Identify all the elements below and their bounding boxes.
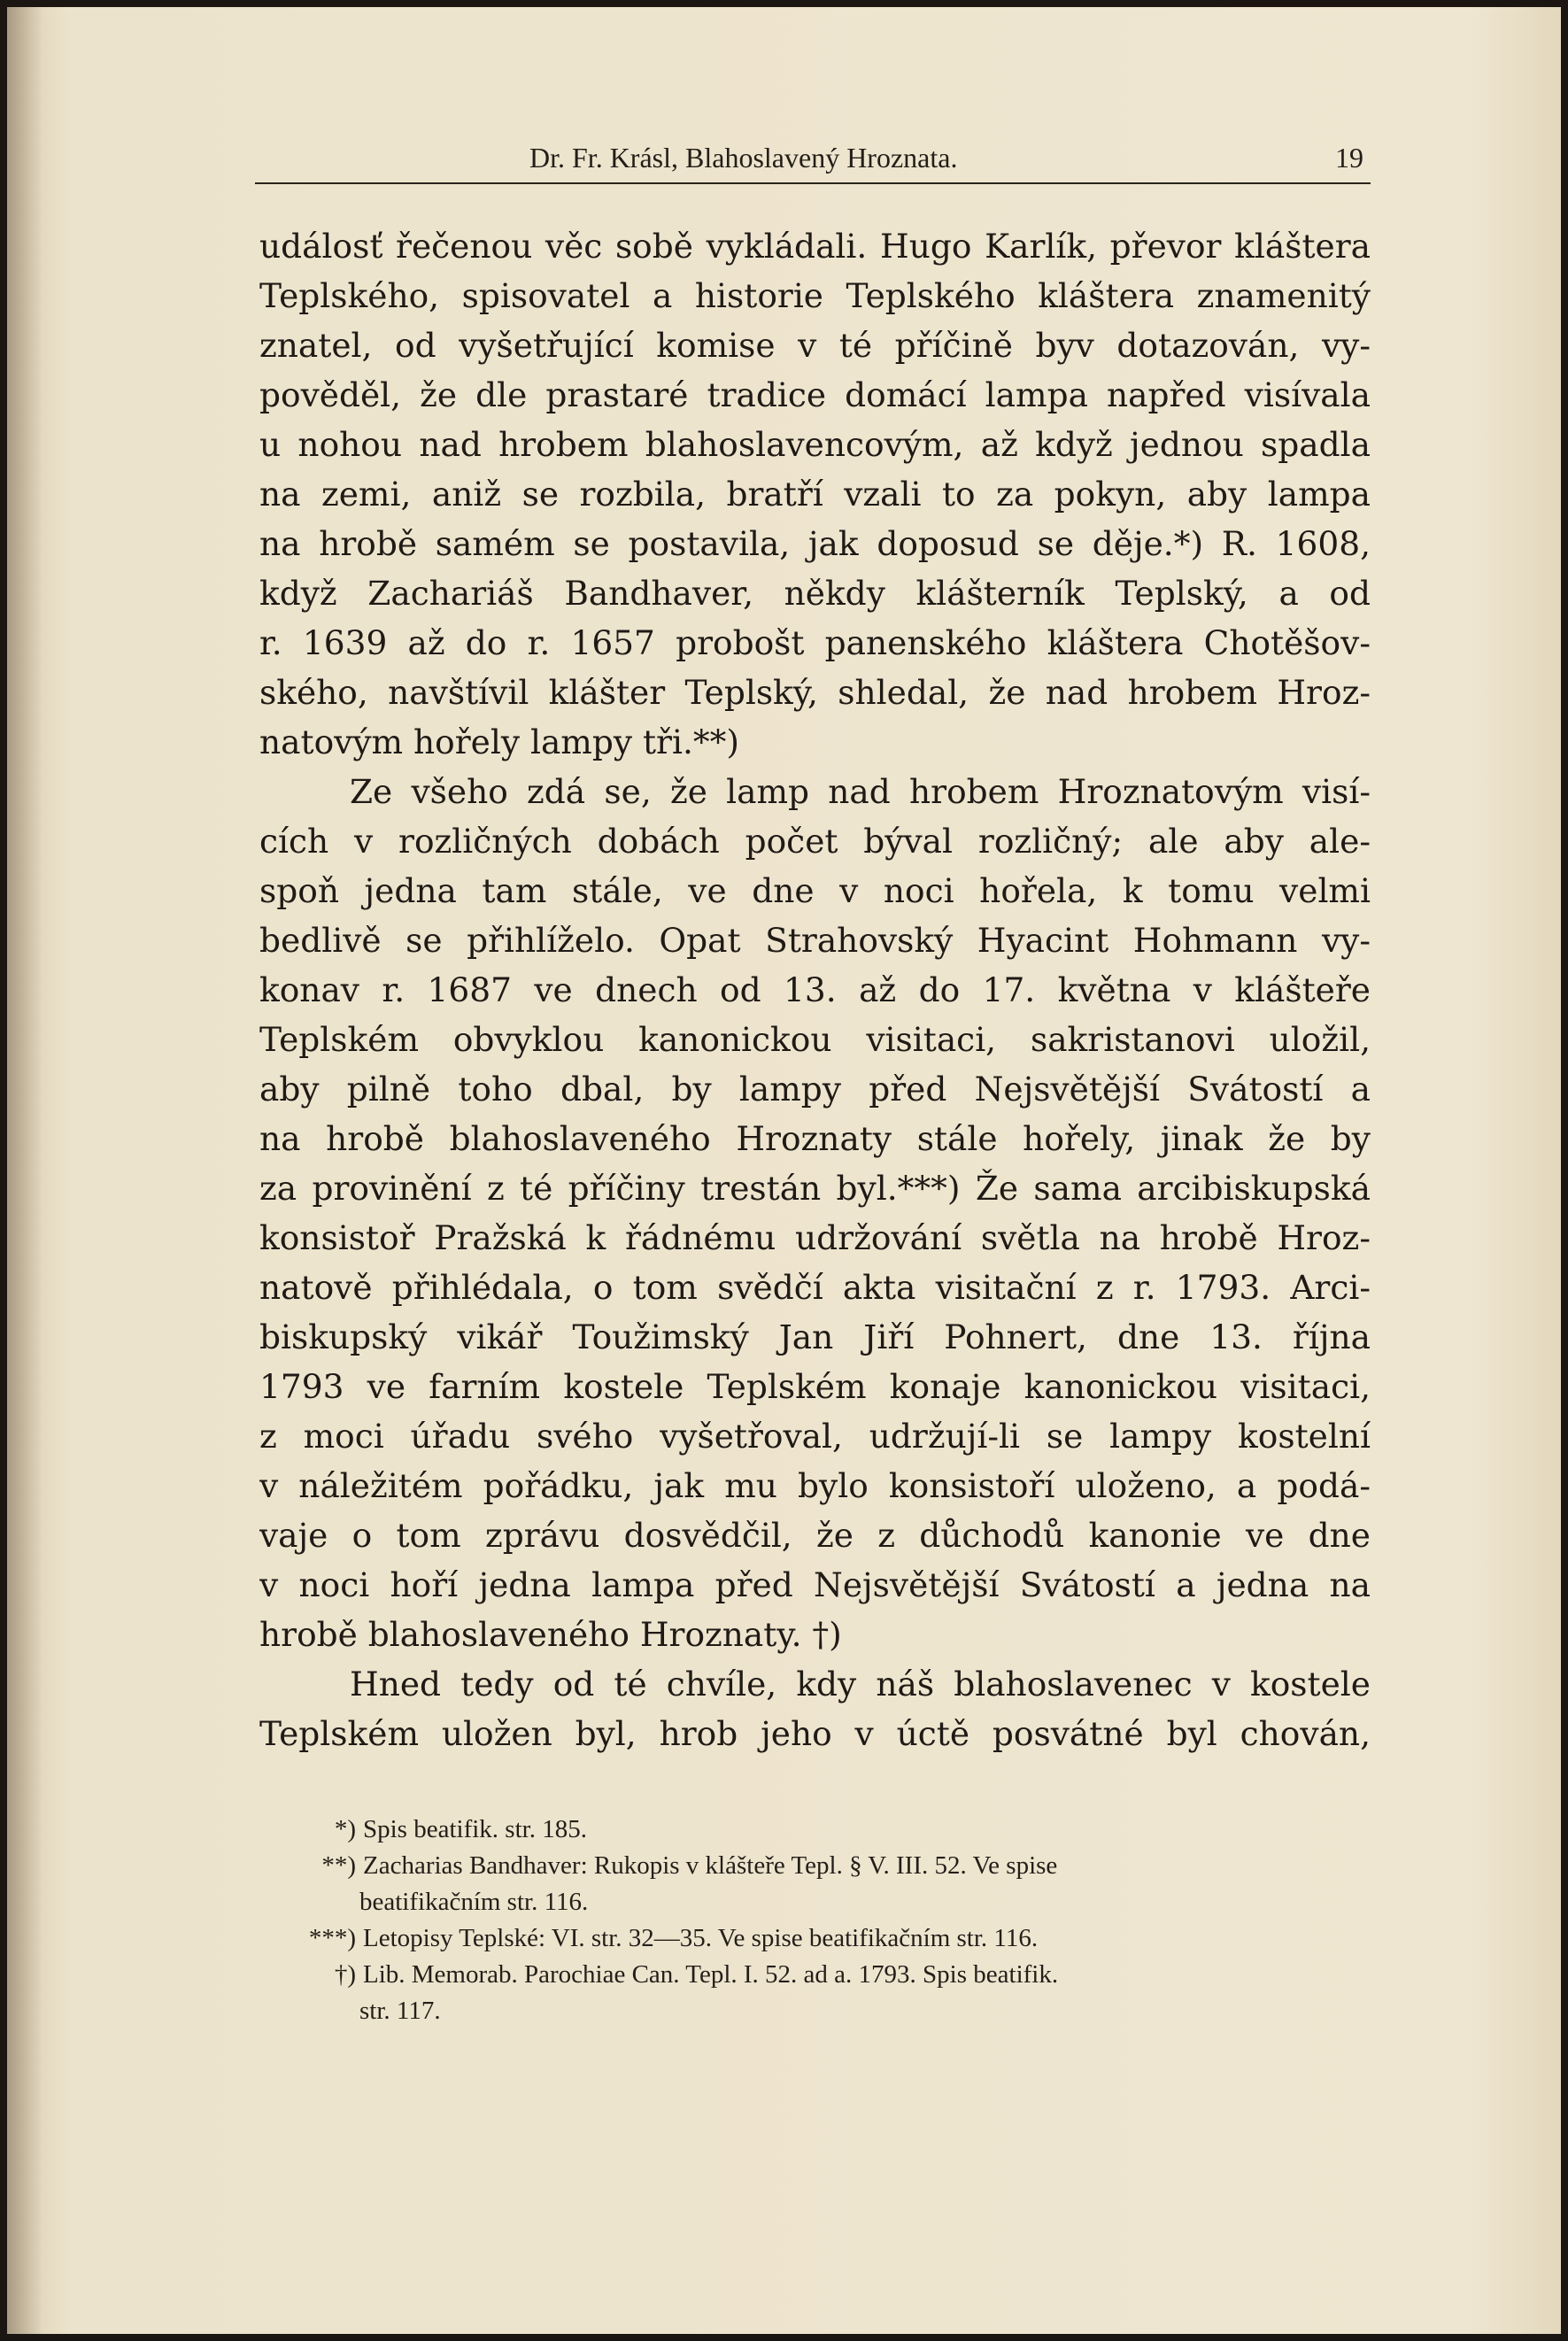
text-line: když Zachariáš Bandhaver, někdy klášterník Teplský, a od xyxy=(259,574,1371,613)
footnote xyxy=(299,1812,1375,1848)
footnote-mark: **) xyxy=(321,1851,356,1880)
main-text xyxy=(259,221,1371,1758)
footnote-mark: ***) xyxy=(308,1924,356,1952)
text-line: biskupský vikář Toužimský Jan Jiří Pohnert, dne 13. října xyxy=(259,1317,1371,1356)
text-line: 1793 ve farním kostele Teplském konaje kanonickou visitaci, xyxy=(259,1367,1371,1406)
footnote-mark: †) xyxy=(334,1960,356,1989)
text-line: událosť řečenou věc sobě vykládali. Hugo Karlík, převor kláštera xyxy=(259,227,1371,266)
text-line: bedlivě se přihlíželo. Opat Strahovský Hyacint Hohmann vy- xyxy=(259,921,1371,960)
book-page xyxy=(7,7,1561,2334)
footnote-text: Letopisy Teplské: VI. str. 32—35. Ve spise beatifikačním str. 116. xyxy=(363,1924,1039,1952)
footnote xyxy=(299,1920,1375,1957)
text-line: aby pilně toho dbal, by lampy před Nejsvětější Svátostí a xyxy=(259,1070,1371,1109)
footnotes xyxy=(299,1812,1375,2029)
text-line: Teplském uložen byl, hrob jeho v úctě posvátné byl chován, xyxy=(259,1714,1371,1753)
text-line: vaje o tom zprávu dosvědčil, že z důchodů kanonie ve dne xyxy=(259,1516,1371,1555)
footnote-continuation: str. 117. xyxy=(359,1997,441,2025)
page-number: 19 xyxy=(1335,142,1363,174)
text-line: Teplského, spisovatel a historie Teplského kláštera znamenitý xyxy=(259,276,1371,315)
text-line: spoň jedna tam stále, ve dne v noci hořela, k tomu velmi xyxy=(259,871,1371,910)
text-line: na hrobě samém se postavila, jak doposud se děje.*) R. 1608, xyxy=(259,524,1371,563)
footnote xyxy=(299,1848,1375,1884)
footnote-mark: *) xyxy=(334,1815,356,1843)
text-line: za provinění z té příčiny trestán byl.***) Že sama arcibiskupská xyxy=(259,1169,1371,1208)
text-line: konav r. 1687 ve dnech od 13. až do 17. května v klášteře xyxy=(259,970,1371,1009)
text-line: Ze všeho zdá se, že lamp nad hrobem Hroznatovým visí- xyxy=(350,772,1371,811)
text-line: na hrobě blahoslaveného Hroznaty stále hořely, jinak že by xyxy=(259,1119,1371,1158)
footnote-text: Spis beatifik. str. 185. xyxy=(363,1815,587,1843)
text-line: ského, navštívil klášter Teplský, shledal, že nad hrobem Hroz- xyxy=(259,673,1371,712)
page-edge-shadow xyxy=(7,7,42,2334)
text-line: cích v rozličných dobách počet býval rozličný; ale aby ale- xyxy=(259,822,1371,861)
text-line: na zemi, aniž se rozbila, bratří vzali to za pokyn, aby lampa xyxy=(259,475,1371,514)
text-line: z moci úřadu svého vyšetřoval, udržují-li se lampy kostelní xyxy=(259,1417,1371,1456)
text-line: Hned tedy od té chvíle, kdy náš blahoslavenec v kostele xyxy=(350,1665,1371,1704)
running-title: Dr. Fr. Krásl, Blahoslavený Hroznata. xyxy=(529,142,958,174)
footnote-text: Lib. Memorab. Parochiae Can. Tepl. I. 52. ad a. 1793. Spis beatifik. xyxy=(363,1960,1059,1989)
text-line: natovým hořely lampy tři.**) xyxy=(259,722,740,761)
text-line: hrobě blahoslaveného Hroznaty. †) xyxy=(259,1615,842,1654)
text-line: v náležitém pořádku, jak mu bylo konsistoří uloženo, a podá- xyxy=(259,1466,1371,1505)
text-line: konsistoř Pražská k řádnému udržování světla na hrobě Hroz- xyxy=(259,1218,1371,1257)
text-line: Teplském obvyklou kanonickou visitaci, sakristanovi uložil, xyxy=(259,1020,1371,1059)
footnote-continuation: beatifikačním str. 116. xyxy=(359,1888,589,1916)
text-line: natově přihlédala, o tom svědčí akta visitační z r. 1793. Arci- xyxy=(259,1268,1371,1307)
text-line: v noci hoří jedna lampa před Nejsvětější Svátostí a jedna na xyxy=(259,1565,1371,1604)
text-line: znatel, od vyšetřující komise v té příčině byv dotazován, vy- xyxy=(259,326,1371,365)
text-line: pověděl, že dle prastaré tradice domácí lampa napřed visívala xyxy=(259,375,1371,414)
running-header xyxy=(255,138,1371,184)
text-line: u nohou nad hrobem blahoslavencovým, až když jednou spadla xyxy=(259,425,1371,464)
footnote-text: Zacharias Bandhaver: Rukopis v klášteře Tepl. § V. III. 52. Ve spise xyxy=(363,1851,1058,1880)
text-line: r. 1639 až do r. 1657 probošt panenského kláštera Chotěšov- xyxy=(259,623,1371,662)
footnote xyxy=(299,1957,1375,1993)
